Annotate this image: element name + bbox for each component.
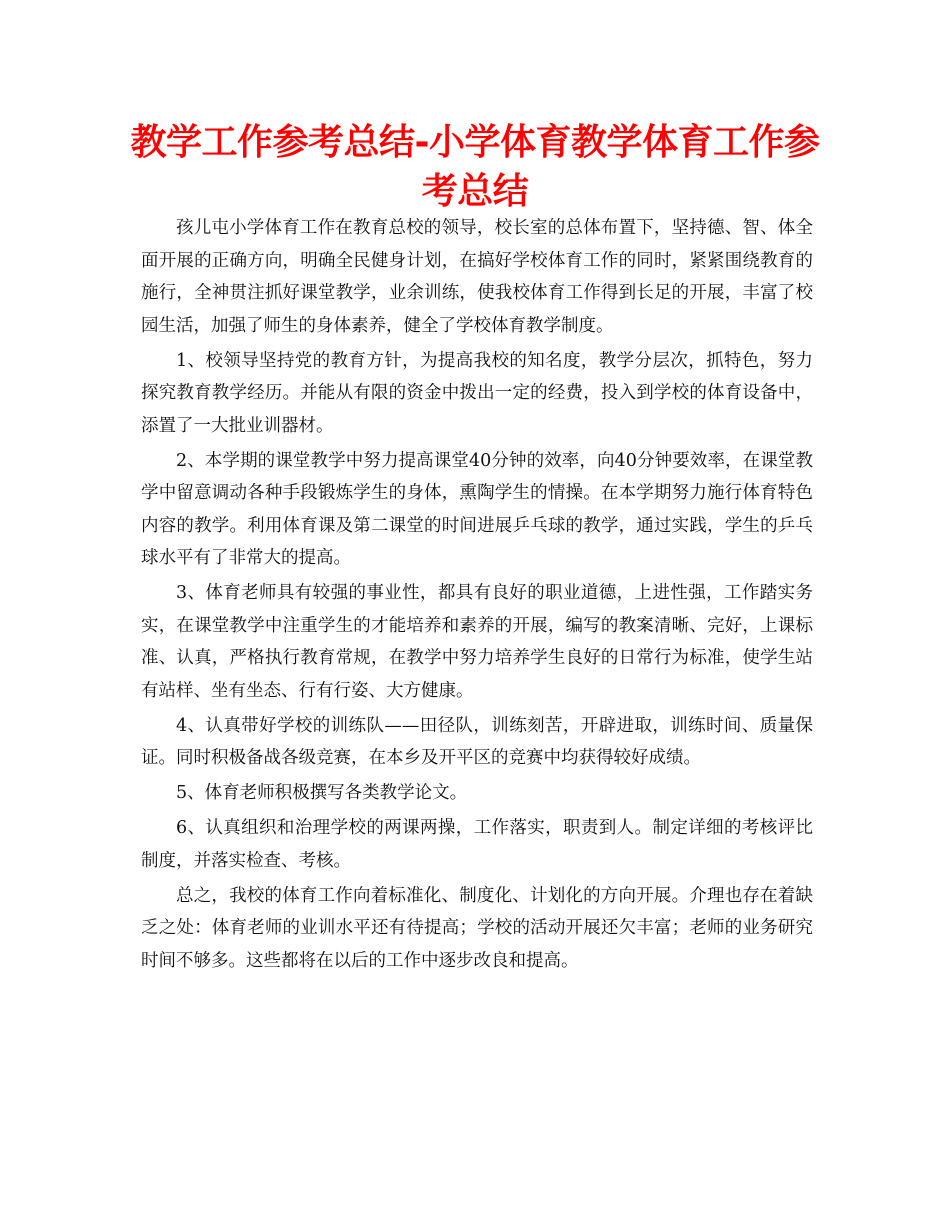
paragraph-intro: 孩儿屯小学体育工作在教育总校的领导，校长室的总体布置下，坚持德、智、体全面开展的正确方向，明确全民健身计划，在搞好学校体育工作的同时，紧紧围绕教育的施行，全神贯注抓好课堂教学，业余训练，使我校体育工作得到长足的开展，丰富了校园生活，加强了师生的身体素养，健全了学校体育教学制度。 (141, 218, 813, 336)
paragraph-item-3: 3、体育老师具有较强的事业性，都具有良好的职业道德，上进性强，工作踏实务实，在课堂教学中注重学生的才能培养和素养的开展，编写的教案清晰、完好，上课标准、认真，严格执行教育常规，在教学中努力培养学生良好的日常行为标准，使学生站有站样、坐有坐态、行有行姿、大方健康。 (141, 583, 813, 701)
paragraph-item-6: 6、认真组织和治理学校的两课两操，工作落实，职责到人。制定详细的考核评比制度，并落实检查、考核。 (141, 818, 813, 871)
document-body (141, 212, 813, 980)
paragraph-item-1: 1、校领导坚持党的教育方针，为提高我校的知名度，教学分层次，抓特色，努力探究教育教学经历。并能从有限的资金中拨出一定的经费，投入到学校的体育设备中，添置了一大批业训器材。 (141, 350, 813, 436)
paragraph-item-5: 5、体育老师积极撰写各类教学论文。 (176, 783, 468, 803)
paragraph-conclusion: 总之，我校的体育工作向着标准化、制度化、计划化的方向开展。介理也存在着缺乏之处：体育老师的业训水平还有待提高；学校的活动开展还欠丰富；老师的业务研究时间不够多。这些都将在以后的工作中逐步改良和提高。 (141, 885, 813, 971)
paragraph-item-2: 2、本学期的课堂教学中努力提高课堂40分钟的效率，向40分钟要效率，在课堂教学中留意调动各种手段锻炼学生的身体，熏陶学生的情操。在本学期努力施行体育特色内容的教学。利用体育课及第二课堂的时间进展乒乓球的教学，通过实践，学生的乒乓球水平有了非常大的提高。 (141, 450, 813, 568)
document-title: 教学工作参考总结-小学体育教学体育工作参考总结 (130, 122, 820, 212)
paragraph-item-4: 4、认真带好学校的训练队——田径队，训练刻苦，开辟进取，训练时间、质量保证。同时积极备战各级竞赛，在本乡及开平区的竞赛中均获得较好成绩。 (141, 715, 813, 768)
